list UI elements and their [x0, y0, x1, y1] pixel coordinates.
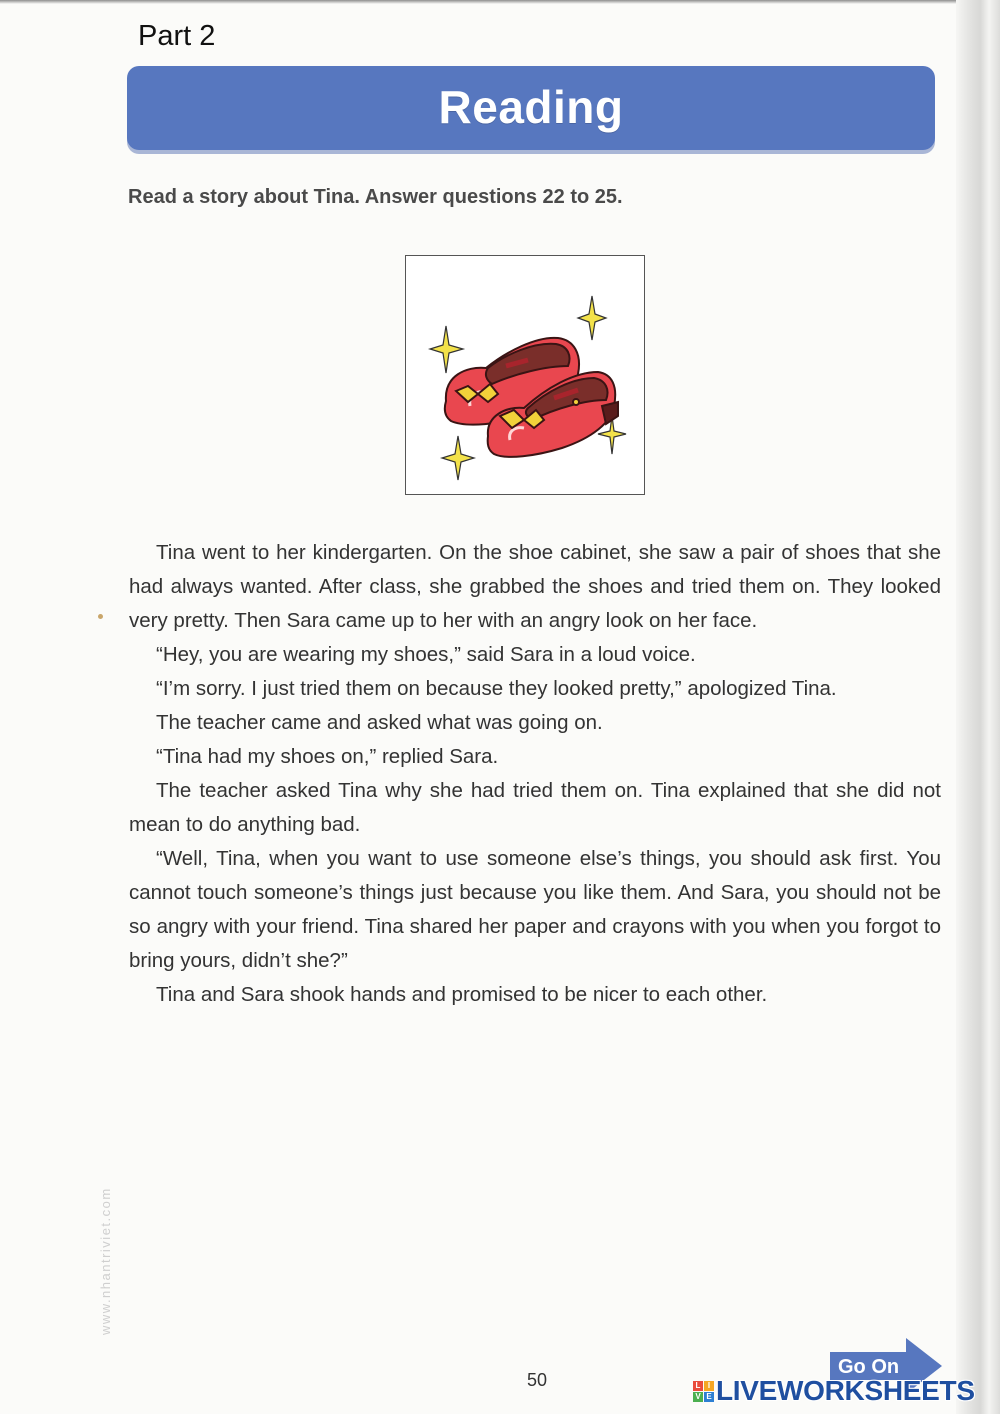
page-number: 50	[527, 1370, 548, 1390]
badge-letter: E	[704, 1392, 714, 1402]
page-binding-shadow	[956, 0, 1000, 1414]
section-banner	[127, 66, 935, 150]
red-shoes-icon	[406, 256, 644, 494]
story-paragraph: The teacher came and asked what was going on.	[156, 711, 603, 734]
go-on-label: Go On	[838, 1356, 900, 1378]
story-text	[129, 536, 941, 1012]
page-top-edge	[0, 0, 1000, 4]
story-paragraph: “I’m sorry. I just tried them on because they looked pretty,” apologized Tina.	[156, 677, 837, 700]
section-title: Reading	[438, 81, 624, 133]
margin-dot	[98, 614, 103, 619]
badge-letter: I	[704, 1381, 714, 1391]
watermark-text: LIVEWORKSHEETS	[716, 1375, 975, 1406]
story-paragraph: The teacher asked Tina why she had tried them on. Tina explained that she did not mean to do anything bad.	[129, 779, 941, 836]
liveworksheets-badge-icon	[693, 1381, 714, 1402]
sparkle-icon	[442, 436, 474, 480]
badge-letter: L	[693, 1381, 703, 1391]
story-paragraph: “Hey, you are wearing my shoes,” said Sara in a loud voice.	[156, 643, 696, 666]
publisher-url: www.nhantriviet.com	[98, 1187, 113, 1335]
story-paragraph: Tina went to her kindergarten. On the shoe cabinet, she saw a pair of shoes that she had always wanted. After class, she grabbed the shoes and tried them on. They looked very pretty. Then Sara came up to her with an angry look on her face.	[129, 541, 941, 632]
sparkle-icon	[578, 296, 606, 340]
part-label: Part 2	[138, 20, 216, 52]
story-illustration	[405, 255, 645, 495]
sparkle-icon	[430, 326, 463, 373]
story-paragraph: “Tina had my shoes on,” replied Sara.	[156, 745, 499, 768]
story-paragraph: “Well, Tina, when you want to use someone else’s things, you should ask first. You cannot touch someone’s things just because you like them. And Sara, you should not be so angry with your friend. Tina shared her paper and crayons with you when you forgot to bring yours, didn’t she?”	[129, 847, 941, 972]
liveworksheets-watermark	[693, 1376, 975, 1406]
story-paragraph: Tina and Sara shook hands and promised to be nicer to each other.	[156, 983, 768, 1006]
badge-letter: V	[693, 1392, 703, 1402]
instruction-text: Read a story about Tina. Answer questions 22 to 25.	[128, 186, 623, 208]
